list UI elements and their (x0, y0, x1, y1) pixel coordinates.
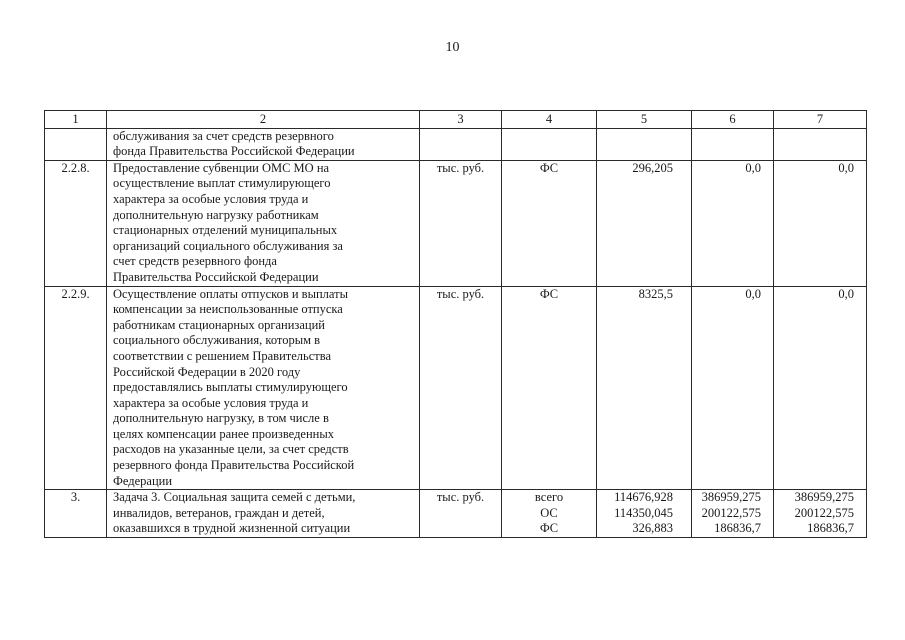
table-row-2-2-8 (45, 160, 867, 286)
value: 200122,575 (701, 505, 761, 520)
cell-col7 (774, 160, 867, 286)
description-line: характера за особые условия труда и (113, 191, 309, 206)
data-table (44, 110, 867, 538)
header-col-7: 7 (774, 111, 867, 129)
value: 114676,928 (614, 490, 673, 505)
description-line: Задача 3. Социальная защита семей с детьми, (113, 490, 356, 505)
description-line: Правительства Российской Федерации (113, 269, 319, 284)
description-line: оказавшихся в трудной жизненной ситуации (113, 521, 351, 536)
source-value: ФС (539, 286, 559, 301)
cell-col7 (774, 490, 867, 538)
header-col-6: 6 (692, 111, 774, 129)
description-line: дополнительную нагрузку, в том числе в (113, 411, 329, 426)
description-line: резервного фонда Правительства Российской (113, 458, 355, 473)
value: 0,0 (745, 160, 761, 175)
value: 186836,7 (714, 521, 761, 536)
value: 200122,575 (794, 505, 854, 520)
description-line: Федерации (113, 473, 173, 488)
cell-unit: тыс. руб. (420, 490, 502, 538)
description-line: характера за особые условия труда и (113, 395, 309, 410)
description-line: работникам стационарных организаций (113, 317, 325, 332)
header-col-2: 2 (107, 111, 420, 129)
header-col-4: 4 (502, 111, 597, 129)
cell-source (502, 128, 597, 160)
header-row (45, 111, 867, 129)
description-line: обслуживания за счет средств резервного (113, 128, 334, 143)
page-number: 10 (445, 40, 460, 55)
table-row-2-2-9 (45, 286, 867, 490)
description-line: организаций социального обслуживания за (113, 238, 343, 253)
cell-num: 2.2.9. (45, 286, 107, 490)
value: 326,883 (632, 521, 673, 536)
description-line: осуществление выплат стимулирующего (113, 176, 331, 191)
cell-description (107, 128, 420, 160)
value: 8325,5 (638, 286, 673, 301)
cell-unit: тыс. руб. (420, 286, 502, 490)
cell-col5 (597, 490, 692, 538)
cell-num (45, 128, 107, 160)
description-line: инвалидов, ветеранов, граждан и детей, (113, 505, 325, 520)
description-line: целях компенсации ранее произведенных (113, 426, 335, 441)
cell-col6 (692, 286, 774, 490)
header-col-1: 1 (45, 111, 107, 129)
cell-description (107, 286, 420, 490)
description-line: счет средств резервного фонда (113, 254, 277, 269)
cell-col5 (597, 160, 692, 286)
description-line: стационарных отделений муниципальных (113, 223, 338, 238)
header-col-3: 3 (420, 111, 502, 129)
cell-source (502, 160, 597, 286)
description-line: дополнительную нагрузку работникам (113, 207, 319, 222)
cell-num: 2.2.8. (45, 160, 107, 286)
description-line: Предоставление субвенции ОМС МО на (113, 160, 330, 175)
cell-col6 (692, 490, 774, 538)
cell-col7 (774, 128, 867, 160)
cell-source (502, 490, 597, 538)
value: 114350,045 (614, 505, 673, 520)
value: 0,0 (745, 286, 761, 301)
source-value: ОС (540, 505, 558, 520)
value: 296,205 (632, 160, 673, 175)
source-value: всего (534, 490, 564, 505)
cell-col7 (774, 286, 867, 490)
cell-col6 (692, 128, 774, 160)
cell-unit (420, 128, 502, 160)
value: 186836,7 (807, 521, 854, 536)
value: 0,0 (838, 160, 854, 175)
description-line: социального обслуживания, которым в (113, 333, 321, 348)
cell-col5 (597, 286, 692, 490)
description-line: предоставлялись выплаты стимулирующего (113, 380, 348, 395)
description-line: фонда Правительства Российской Федерации (113, 144, 355, 159)
cell-col5 (597, 128, 692, 160)
description-line: Российской Федерации в 2020 году (113, 364, 301, 379)
source-value: ФС (539, 521, 559, 536)
cell-unit: тыс. руб. (420, 160, 502, 286)
cell-num: 3. (45, 490, 107, 538)
value: 0,0 (838, 286, 854, 301)
description-line: Осуществление оплаты отпусков и выплаты (113, 286, 348, 301)
table-row-3 (45, 490, 867, 538)
value: 386959,275 (794, 490, 854, 505)
header-col-5: 5 (597, 111, 692, 129)
continuation-row (45, 128, 867, 160)
value: 386959,275 (701, 490, 761, 505)
description-line: компенсации за неиспользованные отпуска (113, 302, 343, 317)
cell-description (107, 160, 420, 286)
description-line: соответствии с решением Правительства (113, 348, 332, 363)
cell-col6 (692, 160, 774, 286)
cell-description (107, 490, 420, 538)
cell-source (502, 286, 597, 490)
source-value: ФС (539, 160, 559, 175)
description-line: расходов на указанные цели, за счет средств (113, 442, 349, 457)
